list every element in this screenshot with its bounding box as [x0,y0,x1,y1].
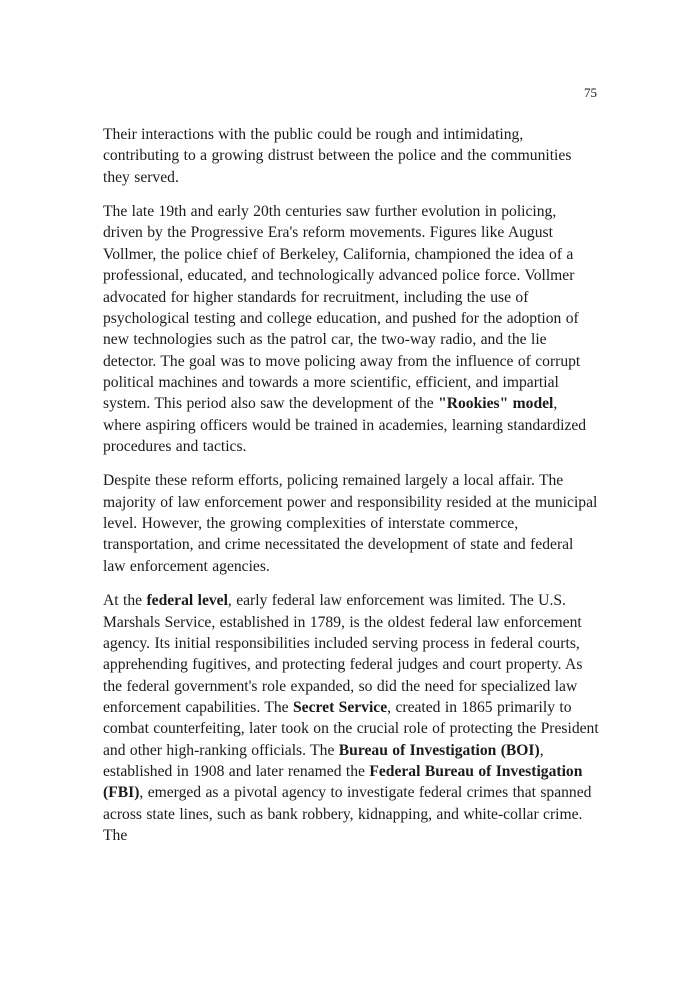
bold-text-segment: Bureau of Investigation (BOI) [338,741,540,759]
text-segment: Despite these reform efforts, policing remained largely a local affair. The majority of law enforcement power and responsibility resided at the municipal level. However, the growing complexities of interstate commerce, transportation, and crime necessitated the development of state and federal law enforcement agencies. [103,472,598,575]
text-segment: , established in 1908 and later renamed the [103,741,544,781]
text-segment: The late 19th and early 20th centuries saw further evolution in policing, driven by the Progressive Era's reform movements. Figures like August Vollmer, the police chief of Berkeley, California, championed the idea of a professional, educated, and technologically advanced police force. Vollmer advocated for higher standards for recruitment, including the use of psychological testing and college education, and pushed for the adoption of new technologies such as the patrol car, the two-way radio, and the lie detector. The goal was to move policing away from the influence of corrupt political machines and towards a more scientific, efficient, and impartial system. This period also saw the development of the [103,203,581,413]
bold-text-segment: Secret Service [293,698,388,716]
text-segment: , created in 1865 primarily to combat counterfeiting, later took on the crucial role of protecting the President and other high-ranking officials. The [103,698,599,759]
text-segment: , where aspiring officers would be trained in academies, learning standardized procedures and tactics. [103,395,587,456]
text-segment: At the [103,592,147,610]
bold-text-segment: "Rookies" model [438,395,554,413]
paragraph [103,470,599,577]
bold-text-segment: federal level [146,592,228,610]
text-segment: , early federal law enforcement was limited. The U.S. Marshals Service, established in 1789, is the oldest federal law enforcement agency. Its initial responsibilities included serving process in federal courts, apprehending fugitives, and protecting federal judges and court property. As the federal government's role expanded, so did the need for specialized law enforcement capabilities. The [103,592,583,716]
bold-text-segment: Federal Bureau of Investigation (FBI) [103,763,583,802]
paragraph [103,124,599,188]
page-content [103,124,599,860]
text-segment: , emerged as a pivotal agency to investigate federal crimes that spanned across state lines, such as bank robbery, kidnapping, and white-collar crime. The [103,784,592,845]
paragraph [103,590,599,846]
page-number: 75 [584,85,597,100]
text-segment: Their interactions with the public could be rough and intimidating, contributing to a growing distrust between the police and the communities they served. [103,126,572,186]
paragraph [103,201,599,457]
